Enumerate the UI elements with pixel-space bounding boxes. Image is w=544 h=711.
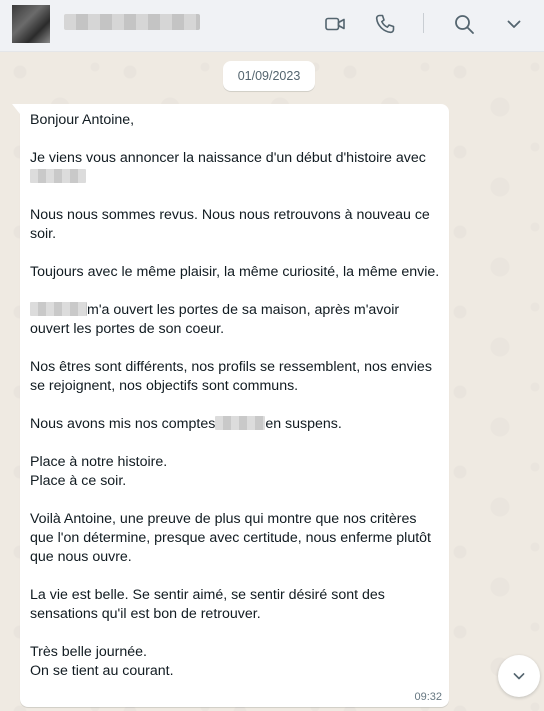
message-paragraph-text: Nous avons mis nos comptes <box>30 416 216 432</box>
message-paragraph <box>30 415 440 434</box>
message-paragraph: Voilà Antoine, une preuve de plus qui montre que nos critères que l'on détermine, presque avec certitude, nous enferme plutôt que nous ouvre. <box>30 511 431 565</box>
phone-icon[interactable] <box>373 12 397 36</box>
redacted-name <box>30 169 86 183</box>
message-line: Place à ce soir. <box>30 473 127 489</box>
message-paragraph-text: Je viens vous annoncer la naissance d'un début d'histoire avec <box>30 150 426 166</box>
chevron-down-icon <box>509 666 529 686</box>
redacted-text <box>215 416 265 430</box>
message-line: Place à notre histoire. <box>30 454 168 470</box>
chevron-down-icon[interactable] <box>502 12 526 36</box>
message-greeting: Bonjour Antoine, <box>30 112 135 128</box>
date-chip: 01/09/2023 <box>223 61 315 91</box>
avatar[interactable] <box>12 5 50 43</box>
message-paragraph: La vie est belle. Se sentir aimé, se sentir désiré sont des sensations qu'il est bon de retrouver. <box>30 587 385 622</box>
video-call-icon[interactable] <box>323 12 347 36</box>
header-divider <box>423 13 424 33</box>
message-text <box>30 111 440 681</box>
message-timestamp: 09:32 <box>414 691 442 703</box>
message-paragraph: Nous nous sommes revus. Nous nous retrouvons à nouveau ce soir. <box>30 207 430 242</box>
contact-name-redacted[interactable] <box>64 14 200 30</box>
message-paragraph-text: en suspens. <box>265 416 342 432</box>
message-paragraph <box>30 643 440 681</box>
chat-header <box>0 0 544 52</box>
bubble-tail <box>12 104 20 114</box>
message-line: Très belle journée. <box>30 644 147 660</box>
message-paragraph: Toujours avec le même plaisir, la même curiosité, la même envie. <box>30 264 440 280</box>
message-paragraph <box>30 453 440 491</box>
search-icon[interactable] <box>452 12 476 36</box>
message-paragraph <box>30 301 440 339</box>
scroll-to-bottom-button[interactable] <box>498 655 540 697</box>
message-paragraph: Nos êtres sont différents, nos profils se ressemblent, nos envies se rejoignent, nos objectifs sont communs. <box>30 359 432 394</box>
message-bubble[interactable] <box>20 104 449 707</box>
message-paragraph <box>30 149 440 187</box>
message-paragraph-text: m'a ouvert les portes de sa maison, après m'avoir ouvert les portes de son coeur. <box>30 302 400 337</box>
redacted-name <box>30 302 87 316</box>
message-line: On se tient au courant. <box>30 663 174 679</box>
